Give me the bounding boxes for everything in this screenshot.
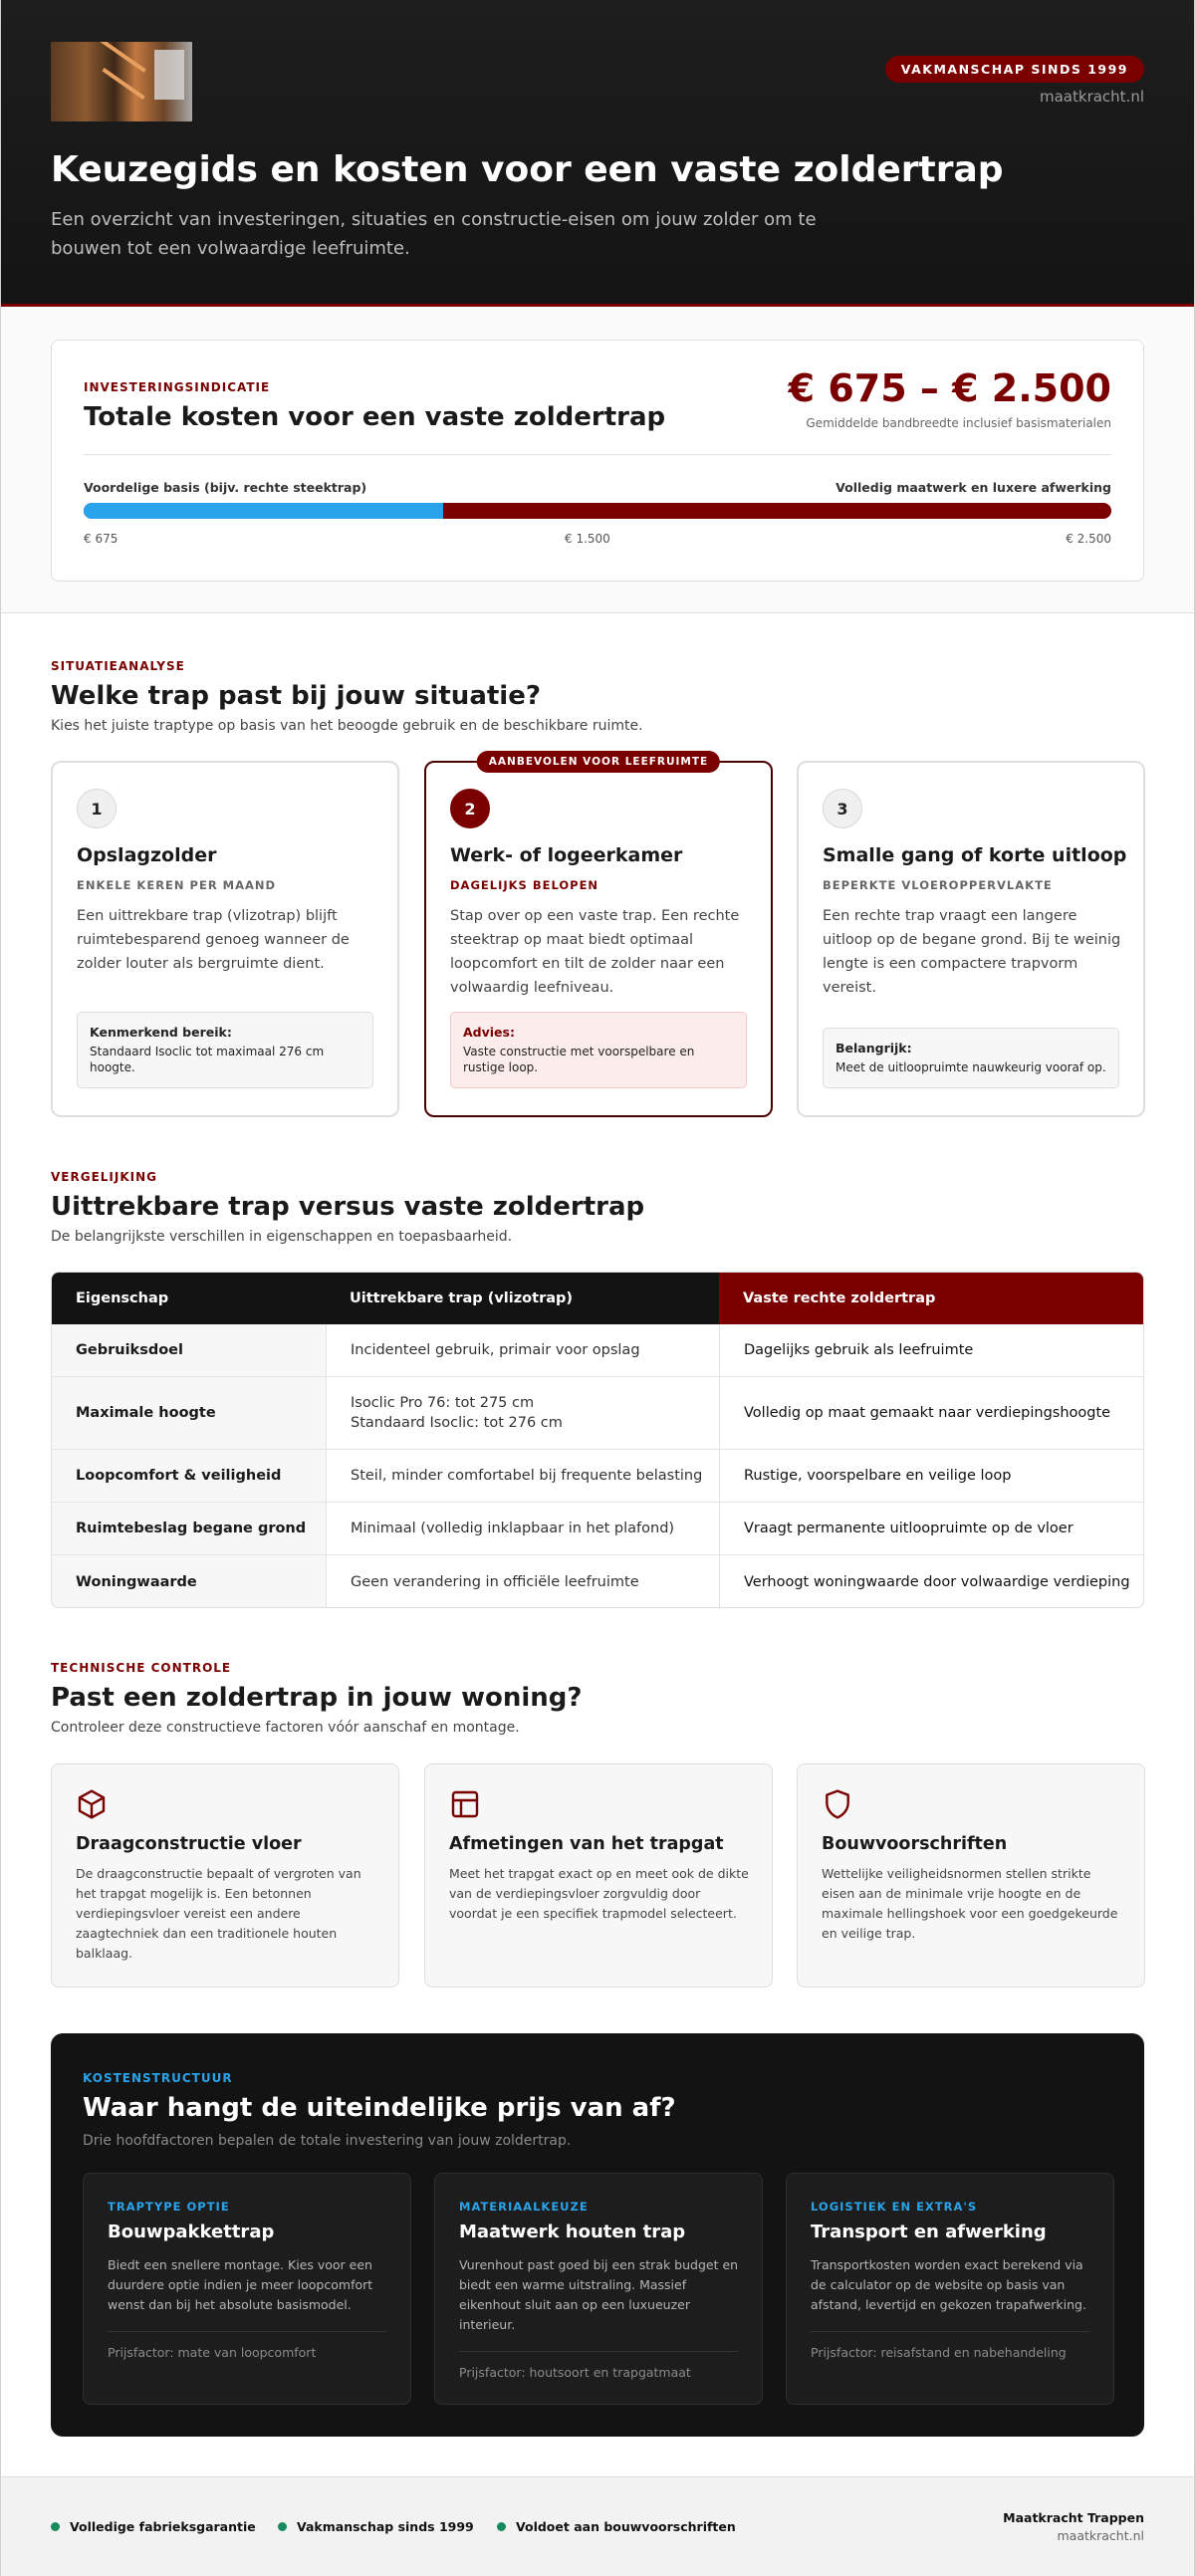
structure-title: Waar hangt de uiteindelijke prijs van af?: [83, 2093, 676, 2123]
cost-section: [1, 310, 1194, 613]
footer-url[interactable]: maatkracht.nl: [1057, 2528, 1144, 2543]
table-header-row: [52, 1273, 1144, 1324]
structure-card-text: Transportkosten worden exact berekend via de calculator op de website op basis van afstand, levertijd en gekozen trapafwerking.: [811, 2257, 1086, 2312]
situation-title: Opslagzolder: [77, 844, 217, 866]
structure-card-title: Maatwerk houten trap: [459, 2222, 686, 2242]
structure-subtitle: Drie hoofdfactoren bepalen de totale investering van jouw zoldertrap.: [83, 2133, 572, 2149]
col-header-pulldown: Uittrekbare trap (vlizotrap): [326, 1273, 719, 1324]
col-header-fixed: Vaste rechte zoldertrap: [719, 1273, 1144, 1324]
structure-kicker: LOGISTIEK EN EXTRA'S: [811, 2200, 978, 2214]
price-factor: Prijsfactor: reisafstand en nabehandeling: [811, 2345, 1067, 2360]
check-dot-icon: [497, 2522, 506, 2531]
cost-range-bar: [84, 503, 1111, 519]
footer-usp: [497, 2519, 736, 2534]
divider: [84, 454, 1111, 455]
hero-staircase-image: [51, 42, 192, 121]
cost-price-note: Gemiddelde bandbreedte inclusief basismaterialen: [806, 416, 1111, 430]
shield-icon: [822, 1788, 853, 1820]
situation-tag: DAGELIJKS BELOPEN: [450, 878, 599, 892]
situations-eyebrow: SITUATIEANALYSE: [51, 659, 185, 673]
site-url[interactable]: maatkracht.nl: [1040, 88, 1144, 106]
situation-title: Smalle gang of korte uitloop: [823, 844, 1127, 866]
note-title: Belangrijk:: [836, 1041, 912, 1055]
tick-max: € 2.500: [1066, 532, 1111, 546]
note-title: Kenmerkend bereik:: [90, 1025, 232, 1040]
cost-eyebrow: INVESTERINGSINDICATIE: [84, 380, 271, 394]
situation-desc: Stap over op een vaste trap. Een rechte steektrap op maat biedt optimaal loopcomfort en tilt de zolder naar een volwaardig leefniveau.: [450, 908, 740, 996]
structure-card-logistics: [786, 2173, 1114, 2405]
situations-subtitle: Kies het juiste traptype op basis van het beoogde gebruik en de beschikbare ruimte.: [51, 718, 643, 734]
cell-property: Ruimtebeslag begane grond: [52, 1503, 326, 1554]
price-factor: Prijsfactor: mate van loopcomfort: [108, 2345, 317, 2360]
structure-kicker: TRAPTYPE OPTIE: [108, 2200, 230, 2214]
divider: [811, 2331, 1089, 2332]
divider: [459, 2351, 738, 2352]
cell-pulldown: Geen verandering in officiële leefruimte: [326, 1555, 719, 1608]
situation-note: [450, 1012, 747, 1088]
table-row: [52, 1324, 1144, 1377]
tech-card-floor: [51, 1763, 399, 1988]
footer-usp: [51, 2519, 256, 2534]
situation-desc: Een uittrekbare trap (vlizotrap) blijft ruimtebesparend genoeg wanneer de zolder louter als bergruimte dient.: [77, 908, 350, 972]
structure-card-title: Bouwpakkettrap: [108, 2222, 275, 2242]
bar-label-luxury: Volledig maatwerk en luxere afwerking: [836, 480, 1111, 495]
cell-pulldown: Minimaal (volledig inklapbaar in het plafond): [326, 1503, 719, 1554]
table-row: [52, 1555, 1144, 1608]
price-factor: Prijsfactor: houtsoort en trapgatmaat: [459, 2365, 691, 2380]
footer-usp: [278, 2519, 474, 2534]
situations-title: Welke trap past bij jouw situatie?: [51, 681, 541, 711]
note-text: Standaard Isoclic tot maximaal 276 cm hoogte.: [90, 1045, 325, 1074]
table-row: [52, 1503, 1144, 1555]
cost-structure-section: [51, 2033, 1144, 2437]
cell-pulldown: Incidenteel gebruik, primair voor opslag: [326, 1324, 719, 1376]
cell-line: Isoclic Pro 76: tot 275 cm: [351, 1395, 535, 1411]
cell-fixed: Rustige, voorspelbare en veilige loop: [719, 1450, 1144, 1502]
cell-line: Standaard Isoclic: tot 276 cm: [351, 1415, 563, 1431]
heritage-badge: VAKMANSCHAP SINDS 1999: [885, 56, 1144, 83]
situation-desc: Een rechte trap vraagt een langere uitloop op de begane grond. Bij te weinig lengte is een compactere trapvorm vereist.: [823, 908, 1121, 996]
footer-usp-label: Voldoet aan bouwvoorschriften: [516, 2519, 736, 2534]
technical-subtitle: Controleer deze constructieve factoren vóór aanschaf en montage.: [51, 1720, 520, 1736]
tech-text: De draagconstructie bepaalt of vergroten van het trapgat mogelijk is. Een betonnen verdiepingsvloer vereist een andere zaagtechniek dan een traditionele houten balklaag.: [76, 1866, 361, 1961]
cell-property: Loopcomfort & veiligheid: [52, 1450, 326, 1502]
comparison-title: Uittrekbare trap versus vaste zoldertrap: [51, 1192, 645, 1222]
page-subtitle: Een overzicht van investeringen, situaties en constructie-eisen om jouw zolder om te bouwen tot een volwaardige leefruimte.: [51, 209, 817, 259]
situation-tag: BEPERKTE VLOEROPPERVLAKTE: [823, 878, 1053, 892]
tech-card-regulations: [797, 1763, 1145, 1988]
structure-card-type: [83, 2173, 411, 2405]
table-row: [52, 1377, 1144, 1450]
tick-min: € 675: [84, 532, 119, 546]
structure-card-text: Biedt een snellere montage. Kies voor een duurdere optie indien je meer loopcomfort wenst dan bij het absolute basismodel.: [108, 2257, 373, 2312]
tick-mid: € 1.500: [565, 532, 610, 546]
page-title: Keuzegids en kosten voor een vaste zoldertrap: [51, 149, 1004, 190]
comparison-subtitle: De belangrijkste verschillen in eigenschappen en toepasbaarheid.: [51, 1229, 513, 1245]
recommended-badge: AANBEVOLEN VOOR LEEFRUIMTE: [477, 751, 720, 773]
tech-title: Bouwvoorschriften: [822, 1834, 1008, 1854]
technical-title: Past een zoldertrap in jouw woning?: [51, 1683, 583, 1713]
cell-property: Maximale hoogte: [52, 1377, 326, 1449]
situation-note: [823, 1028, 1119, 1088]
check-dot-icon: [278, 2522, 287, 2531]
situation-card-storage[interactable]: [51, 761, 399, 1117]
note-text: Vaste constructie met voorspelbare en rustige loop.: [463, 1045, 695, 1074]
step-number: 2: [450, 789, 490, 828]
col-header-property: Eigenschap: [52, 1273, 326, 1324]
note-title: Advies:: [463, 1025, 515, 1040]
structure-card-material: [434, 2173, 763, 2405]
comparison-eyebrow: VERGELIJKING: [51, 1170, 158, 1184]
cell-property: Woningwaarde: [52, 1555, 326, 1608]
bar-label-basis: Voordelige basis (bijv. rechte steektrap): [84, 480, 367, 495]
cost-price: € 675 – € 2.500: [788, 366, 1111, 410]
tech-title: Draagconstructie vloer: [76, 1834, 302, 1854]
table-row: [52, 1450, 1144, 1503]
tech-title: Afmetingen van het trapgat: [449, 1834, 724, 1854]
cost-card: [51, 340, 1144, 582]
comparison-table: [51, 1272, 1144, 1608]
cell-fixed: Volledig op maat gemaakt naar verdiepingshoogte: [719, 1377, 1144, 1449]
step-number: 1: [77, 789, 117, 828]
footer-brand: Maatkracht Trappen: [1003, 2510, 1144, 2525]
cell-pulldown: Steil, minder comfortabel bij frequente belasting: [326, 1450, 719, 1502]
situation-card-narrow-hall[interactable]: [797, 761, 1145, 1117]
structure-card-title: Transport en afwerking: [811, 2222, 1047, 2242]
cost-range-basis-fill: [84, 503, 443, 519]
step-number: 3: [823, 789, 862, 828]
footer-usp-label: Vakmanschap sinds 1999: [297, 2519, 474, 2534]
check-dot-icon: [51, 2522, 60, 2531]
note-text: Meet de uitloopruimte nauwkeurig vooraf op.: [836, 1060, 1106, 1074]
cell-property: Gebruiksdoel: [52, 1324, 326, 1376]
structure-eyebrow: KOSTENSTRUCTUUR: [83, 2071, 233, 2085]
structure-kicker: MATERIAALKEUZE: [459, 2200, 589, 2214]
cell-fixed: Verhoogt woningwaarde door volwaardige verdieping: [719, 1555, 1144, 1608]
divider: [108, 2331, 386, 2332]
footer-usp-label: Volledige fabrieksgarantie: [70, 2519, 256, 2534]
cell-pulldown: [326, 1377, 719, 1449]
situation-note: [77, 1012, 373, 1088]
footer: [1, 2476, 1194, 2576]
situation-card-workroom[interactable]: [424, 756, 773, 1117]
technical-eyebrow: TECHNISCHE CONTROLE: [51, 1661, 232, 1675]
tech-text: Meet het trapgat exact op en meet ook de dikte van de verdiepingsvloer zorgvuldig door voordat je een specifiek trapmodel selecteert.: [449, 1866, 749, 1921]
situation-title: Werk- of logeerkamer: [450, 844, 683, 866]
cell-fixed: Vraagt permanente uitloopruimte op de vloer: [719, 1503, 1144, 1554]
hero-header: [1, 0, 1194, 307]
structure-card-text: Vurenhout past goed bij een strak budget en biedt een warme uitstraling. Massief eikenhout sluit aan op een luxueuzer interieur.: [459, 2257, 739, 2332]
cube-icon: [76, 1788, 108, 1820]
tech-text: Wettelijke veiligheidsnormen stellen strikte eisen aan de minimale vrije hoogte en de maximale hellingshoek voor een goedgekeurde en veilige trap.: [822, 1866, 1118, 1941]
cell-fixed: Dagelijks gebruik als leefruimte: [719, 1324, 1144, 1376]
layout-icon: [449, 1788, 481, 1820]
cost-title: Totale kosten voor een vaste zoldertrap: [84, 402, 666, 432]
situation-tag: ENKELE KEREN PER MAAND: [77, 878, 277, 892]
tech-card-stairwell: [424, 1763, 773, 1988]
